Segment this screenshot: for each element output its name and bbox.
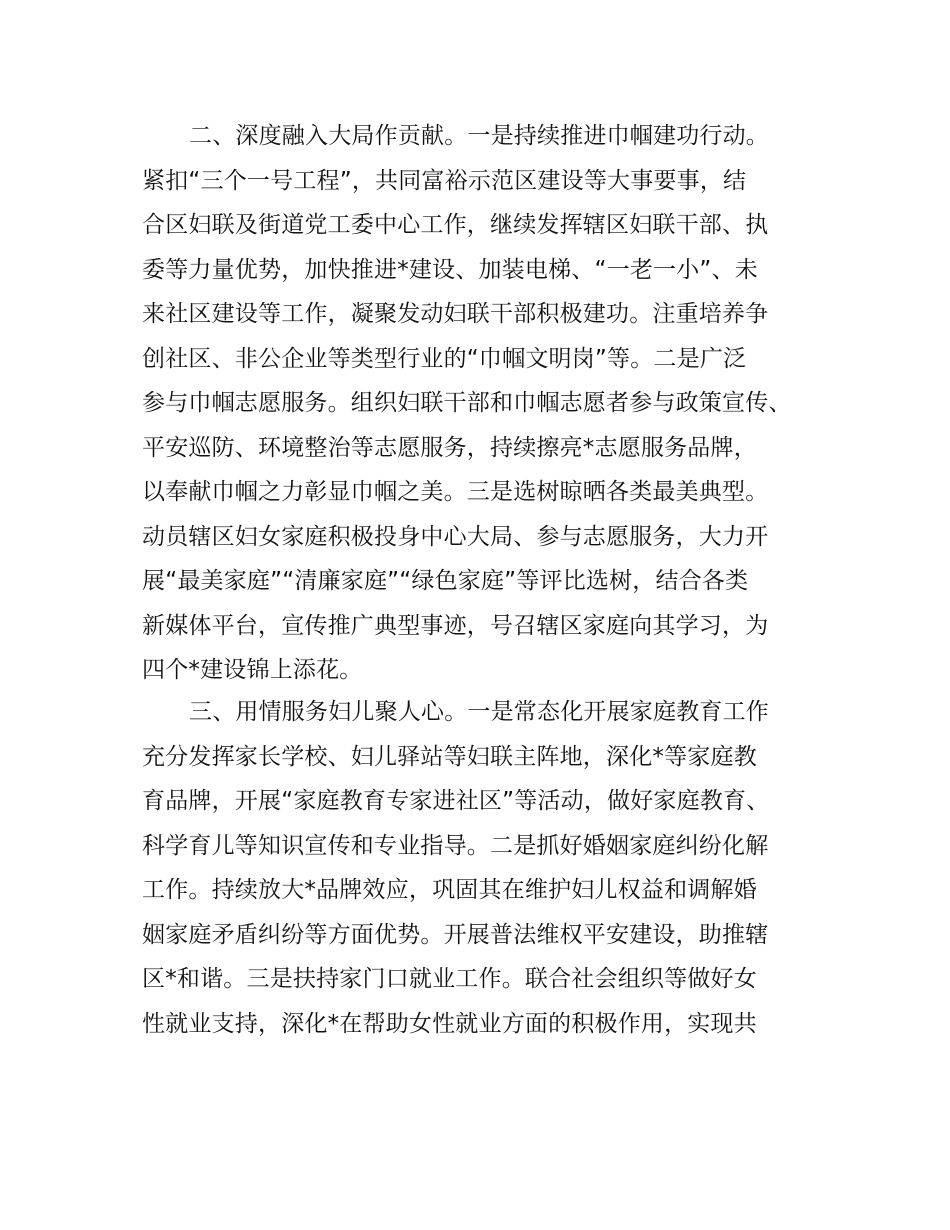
paragraph-contribution xyxy=(142,114,832,693)
paragraph-line: 三、用情服务妇儿聚人心。一是常态化开展家庭教育工作 xyxy=(189,699,769,725)
paragraph-line: 工作。持续放大*品牌效应，巩固其在维护妇儿权益和调解婚 xyxy=(142,877,757,903)
paragraph-service xyxy=(142,690,832,1046)
paragraph-line: 区*和谐。三是扶持家门口就业工作。联合社会组织等做好女 xyxy=(142,966,757,992)
paragraph-line: 四个*建设锦上添花。 xyxy=(142,657,363,683)
paragraph-line: 平安巡防、环境整治等志愿服务，持续擦亮*志愿服务品牌， xyxy=(142,434,757,461)
paragraph-line: 来社区建设等工作，凝聚发动妇联干部积极建功。注重培养争 xyxy=(142,301,769,327)
paragraph-line: 姻家庭矛盾纠纷等方面优势。开展普法维权平安建设，助推辖 xyxy=(142,921,769,948)
paragraph-line: 科学育儿等知识宣传和专业指导。二是抓好婚姻家庭纠纷化解 xyxy=(142,832,769,859)
paragraph-line: 育品牌，开展“家庭教育专家进社区”等活动，做好家庭教育、 xyxy=(142,788,770,814)
paragraph-line: 以奉献巾帼之力彰显巾帼之美。三是选树晾晒各类最美典型。 xyxy=(142,479,769,505)
paragraph-line: 创社区、非公企业等类型行业的“巾帼文明岗”等。二是广泛 xyxy=(142,345,747,372)
paragraph-line: 参与巾帼志愿服务。组织妇联干部和巾帼志愿者参与政策宣传、 xyxy=(142,390,792,416)
paragraph-line: 合区妇联及街道党工委中心工作，继续发挥辖区妇联干部、执 xyxy=(142,212,769,238)
paragraph-line: 二、深度融入大局作贡献。一是持续推进巾帼建功行动。 xyxy=(189,123,769,149)
paragraph-line: 动员辖区妇女家庭积极投身中心大局、参与志愿服务，大力开 xyxy=(142,523,769,550)
paragraph-line: 展“最美家庭”“清廉家庭”“绿色家庭”等评比选树，结合各类 xyxy=(142,568,749,594)
paragraph-line: 紧扣“三个一号工程”，共同富裕示范区建设等大事要事，结 xyxy=(142,167,747,194)
paragraph-line: 委等力量优势，加快推进*建设、加装电梯、“一老一小”、未 xyxy=(142,256,758,283)
paragraph-line: 充分发挥家长学校、妇儿驿站等妇联主阵地，深化*等家庭教 xyxy=(142,743,757,770)
paragraph-line: 新媒体平台，宣传推广典型事迹，号召辖区家庭向其学习，为 xyxy=(142,612,769,639)
paragraph-line: 性就业支持，深化*在帮助女性就业方面的积极作用，实现共 xyxy=(142,1010,757,1037)
